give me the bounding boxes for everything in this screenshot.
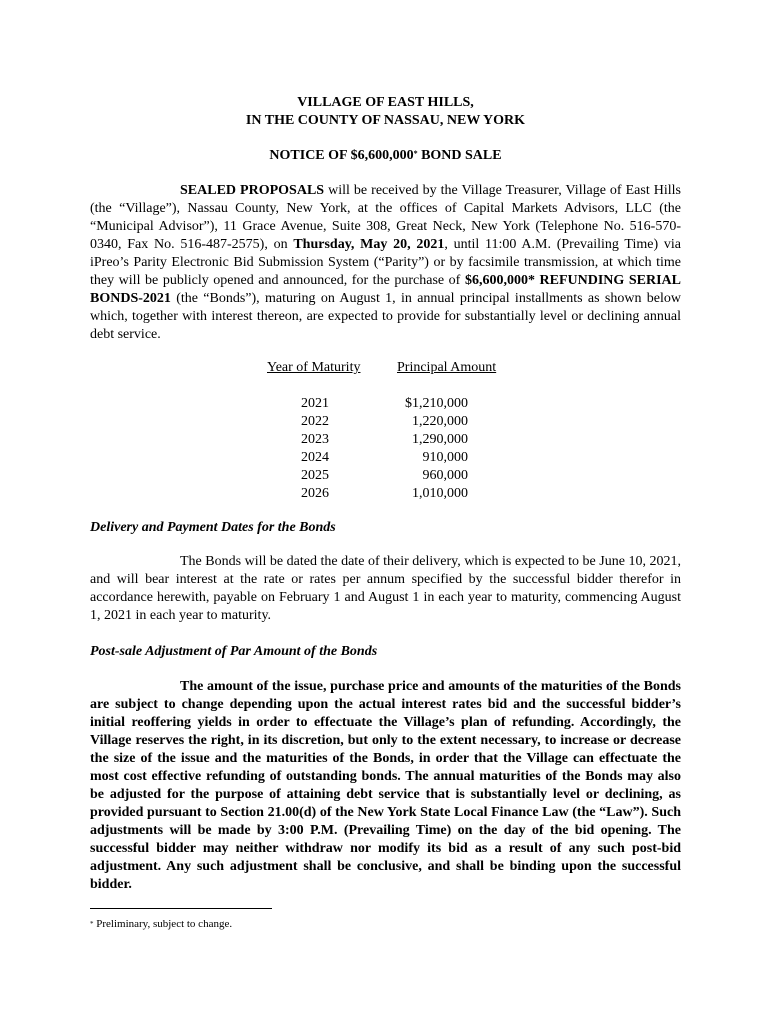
year-cell: 2024 — [301, 450, 329, 465]
amount-cell: 960,000 — [422, 468, 468, 483]
year-cell: 2022 — [301, 414, 329, 429]
footnote-divider — [90, 908, 272, 909]
adjustment-section-title: Post-sale Adjustment of Par Amount of the Bonds — [90, 644, 378, 659]
table-row — [267, 449, 681, 467]
footnote-text: Preliminary, subject to change. — [93, 918, 233, 930]
year-cell: 2026 — [301, 486, 329, 501]
footnote — [90, 917, 232, 931]
intro-paragraph — [90, 182, 681, 344]
amount-cell: 1,290,000 — [412, 432, 468, 447]
year-cell: 2021 — [301, 396, 329, 411]
delivery-paragraph: The Bonds will be dated the date of their delivery, which is expected to be June 10, 2021, and will bear interest at the rate or rates per annum specified by the successful bidder therefor in accordance herewith, payable on February 1 and August 1 in each year to maturity, commencing August 1, 2021 in each year to maturity. — [90, 554, 681, 623]
notice-footnote-mark: * — [413, 149, 418, 158]
delivery-section-title: Delivery and Payment Dates for the Bonds — [90, 520, 336, 535]
notice-title — [90, 147, 681, 165]
footnote-mark: * — [90, 920, 94, 928]
table-row — [267, 485, 681, 503]
year-cell: 2025 — [301, 468, 329, 483]
issuer-line-2: IN THE COUNTY OF NASSAU, NEW YORK — [245, 113, 526, 128]
table-row — [267, 413, 681, 431]
maturity-table — [267, 359, 681, 503]
table-row — [267, 467, 681, 485]
bond-title: $6,600,000* REFUNDING SERIAL BONDS-2021 — [90, 273, 681, 306]
adjustment-paragraph: The amount of the issue, purchase price and amounts of the maturities of the Bonds are subject to change depending upon the actual interest rates bid and the successful bidder’s initial reoffering yields in order to effectuate the Village’s plan of refunding. Accordingly, the Village reserves the right, in its discretion, but only to the extent necessary, to increase or decrease the size of the issue and the maturities of the Bonds, in order that the Village can effectuate the most cost effective refunding of outstanding bonds. The annual maturities of the Bonds may also be adjusted for the purpose of attaining debt service that is substantially level or declining, as provided pursuant to Section 21.00(d) of the New York State Local Finance Law (the “Law”). Such adjustments will be made by 3:00 P.M. (Prevailing Time) on the day of the bid opening. The successful bidder may neither withdraw nor modify its bid as a result of any such post-bid adjustment. Any such adjustment shall be conclusive, and shall be binding upon the successful bidder. — [90, 679, 681, 892]
year-column-header: Year of Maturity — [267, 360, 361, 375]
intro-text-3: (the “Bonds”), maturing on August 1, in annual principal installments as shown below which, together with interest thereon, are expected to provide for substantially level or declining annual debt service. — [90, 291, 681, 342]
notice-title-suffix: BOND SALE — [417, 148, 502, 163]
amount-cell: 1,010,000 — [412, 486, 468, 501]
amount-cell: $1,210,000 — [405, 396, 468, 411]
intro-lead: SEALED PROPOSALS — [180, 183, 325, 198]
document-body — [90, 94, 681, 894]
notice-title-prefix: NOTICE OF $6,600,000 — [269, 148, 414, 163]
issuer-line-1: VILLAGE OF EAST HILLS, — [297, 95, 474, 110]
table-row — [267, 395, 681, 413]
sale-date: Thursday, May 20, 2021 — [293, 237, 445, 252]
issuer-title — [90, 94, 681, 130]
year-cell: 2023 — [301, 432, 329, 447]
table-row — [267, 431, 681, 449]
amount-cell: 1,220,000 — [412, 414, 468, 429]
intro-text-1: will be received by the Village Treasurer, Village of East Hills (the “Village”), Nassau County, New York, at the offices of Capital Markets Advisors, LLC (the “Municipal Advisor”), 11 Grace Avenue, Suite 308, Great Neck, New York (Telephone No. 516-570-0340, Fax No. 516-487-2575), on — [90, 183, 681, 252]
intro-text-2: , until 11:00 A.M. (Prevailing Time) via iPreo’s Parity Electronic Bid Submission System (“Parity”) or by facsimile transmission, at which time they will be publicly opened and announced, for the purchase of — [90, 237, 681, 288]
amount-column-header: Principal Amount — [397, 360, 497, 375]
maturity-table-header — [267, 359, 681, 377]
amount-cell: 910,000 — [422, 450, 468, 465]
